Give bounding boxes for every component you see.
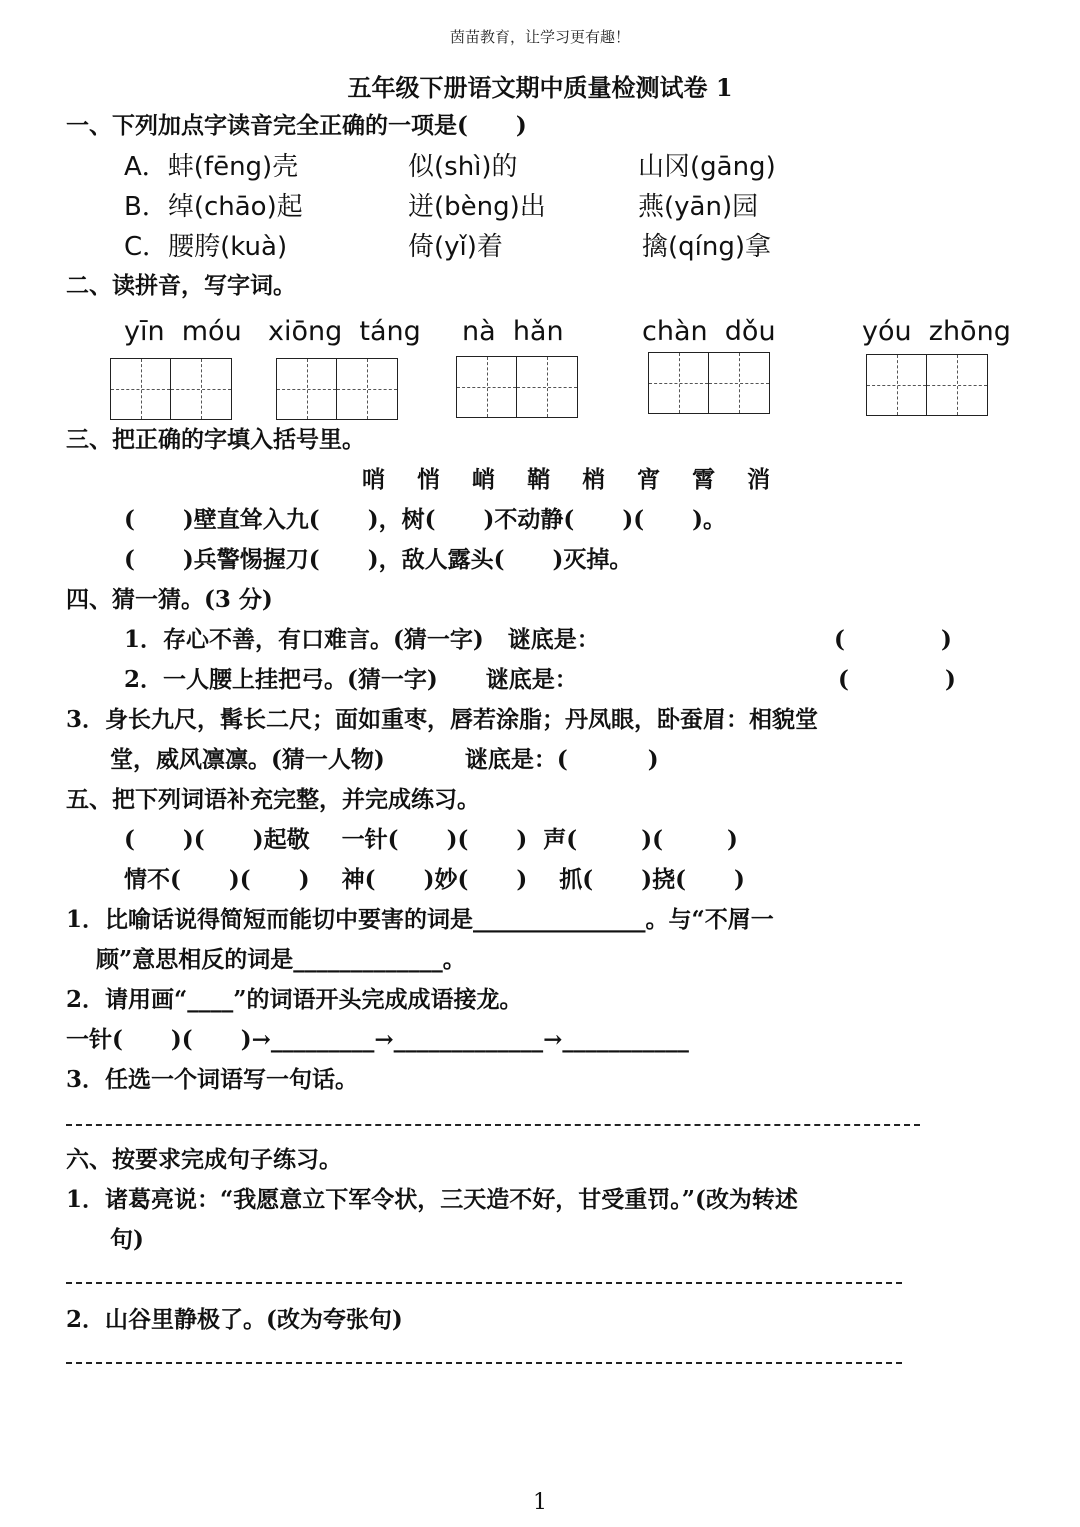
section-1-heading: 一、下列加点字读音完全正确的一项是( ) [66,112,527,139]
page-number: 1 [533,1490,547,1515]
pinyin-2: xiōng táng [268,316,421,347]
writing-grid-3[interactable] [456,356,578,418]
idiom-chain: 一针( )( )→_________→_____________→___________ [66,1026,689,1053]
riddle-3-line2: 堂，威风凛凛。(猜一人物) 谜底是：( ) [110,746,659,773]
option-b-3: 燕(yān)园 [638,192,759,222]
riddle-1-answer[interactable]: ( ) [834,626,952,653]
exercise-1-line2: 顾”意思相反的词是_____________。 [96,946,466,973]
option-a-2: 似(shì)的 [408,152,518,182]
option-a-3: 山冈(gāng) [638,152,776,182]
section-5-heading: 五、把下列词语补充完整，并完成练习。 [66,786,480,813]
sentence-exercise-1: 1．诸葛亮说：“我愿意立下军令状，三天造不好，甘受重罚。”(改为转述 [66,1186,798,1213]
pinyin-4: chàn dǒu [642,316,776,347]
idiom-row-2: 情不( )( ) 神( )妙( ) 抓( )挠( ) [124,866,745,893]
section-4-heading: 四、猜一猜。(3 分) [66,586,273,613]
option-b-1: B．绰(chāo)起 [124,192,303,222]
section-2-heading: 二、读拼音，写字词。 [66,272,296,299]
riddle-2: 2．一人腰上挂把弓。(猜一字) 谜底是： [124,666,578,693]
exercise-1-line1: 1．比喻话说得简短而能切中要害的词是_______________。与“不屑一 [66,906,774,933]
idiom-row-1: ( )( )起敬 一针( )( ) 声( )( ) [124,826,738,853]
writing-grid-5[interactable] [866,354,988,416]
option-c-2: 倚(yǐ)着 [408,232,503,262]
riddle-3-line1: 3．身长九尺，髯长二尺；面如重枣，唇若涂脂；丹凤眼，卧蚕眉：相貌堂 [66,706,819,733]
exercise-2: 2．请用画“____”的词语开头完成成语接龙。 [66,986,523,1013]
pinyin-3: nà hǎn [462,316,564,347]
riddle-1: 1．存心不善，有口难言。(猜一字) 谜底是： [124,626,600,653]
exam-title: 五年级下册语文期中质量检测试卷 1 [347,73,733,102]
writing-grid-1[interactable] [110,358,232,420]
sentence-exercise-2: 2．山谷里静极了。(改为夸张句) [66,1306,403,1333]
answer-line[interactable] [66,1124,920,1126]
option-c-3: 擒(qíng)拿 [642,232,771,262]
character-choices: 哨 悄 峭 鞘 梢 宵 霄 消 [362,466,773,493]
sentence-exercise-1-cont: 句) [110,1226,144,1253]
pinyin-1: yīn móu [124,316,242,347]
fill-sentence-1: ( )壁直耸入九( )，树( )不动静( )( )。 [124,506,727,533]
fill-sentence-2: ( )兵警惕握刀( )，敌人露头( )灭掉。 [124,546,633,573]
section-3-heading: 三、把正确的字填入括号里。 [66,426,365,453]
answer-line[interactable] [66,1362,902,1364]
riddle-2-answer[interactable]: ( ) [838,666,956,693]
section-6-heading: 六、按要求完成句子练习。 [66,1146,342,1173]
exercise-3: 3．任选一个词语写一句话。 [66,1066,359,1093]
page-header: 茵苗教育，让学习更有趣！ [449,28,630,46]
writing-grid-2[interactable] [276,358,398,420]
writing-grid-4[interactable] [648,352,770,414]
option-c-1: C．腰胯(kuà) [124,232,288,262]
option-b-2: 迸(bèng)出 [408,192,546,222]
option-a-1: A．蚌(fēng)壳 [124,152,299,182]
pinyin-5: yóu zhōng [862,316,1011,347]
answer-line[interactable] [66,1282,902,1284]
